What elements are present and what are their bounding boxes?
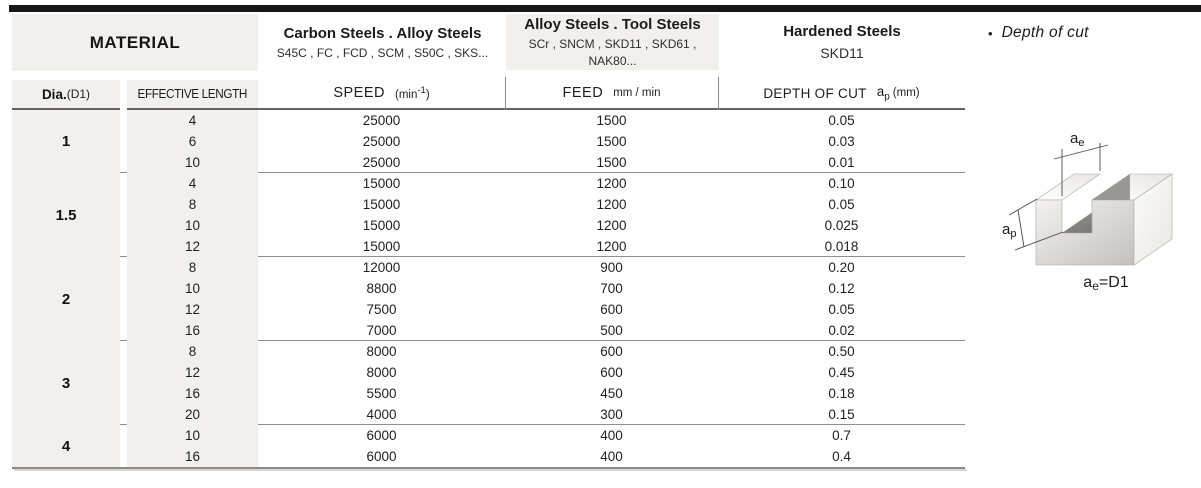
depth-of-cut-note-text: Depth of cut [1001, 24, 1089, 41]
speed-cell: 12000 [362, 260, 401, 275]
feed-label: FEED [562, 85, 604, 101]
depth-cell: 0.025 [824, 218, 859, 233]
column-header-speed [258, 78, 505, 110]
header-divider [505, 77, 506, 110]
depth-of-cut-note [988, 24, 1089, 42]
ae-equals-d1-label: ae=D1 [1083, 274, 1129, 293]
speed-cell: 6000 [366, 449, 397, 464]
carbon-steels-grades: S45C , FC , FCD , SCM , S50C , SKS... [276, 46, 489, 61]
depth-symbol: $a_p$ [876, 83, 890, 103]
dia-label: Dia. [41, 86, 67, 102]
length-cell: 8 [127, 341, 258, 362]
depth-cell: 0.05 [828, 302, 855, 317]
depth-cell: 0.4 [832, 449, 851, 464]
depth-cell: 0.018 [824, 239, 859, 254]
depth-of-cut-diagram [1002, 103, 1201, 298]
length-cell: 10 [127, 152, 258, 173]
ap-dimension-label: $a_p$ [1002, 221, 1017, 240]
feed-cell: 1200 [596, 176, 627, 191]
feed-cell: 1500 [596, 155, 627, 170]
dia-value: 1.5 [12, 173, 120, 257]
length-cell: 8 [127, 194, 258, 215]
feed-cell: 1200 [596, 218, 627, 233]
length-cell: 12 [127, 299, 258, 320]
speed-cell: 8000 [366, 365, 397, 380]
effective-length-label: EFFECTIVE LENGTH [137, 87, 248, 101]
length-cell: 16 [127, 383, 258, 404]
depth-cell: 0.05 [828, 197, 855, 212]
depth-unit: (mm) [892, 87, 920, 99]
dia-value: 4 [12, 425, 120, 467]
material-column-hardened [719, 15, 965, 70]
depth-label: DEPTH OF CUT [763, 85, 867, 101]
dia-value: 3 [12, 341, 120, 425]
column-header-depth-of-cut [718, 78, 965, 110]
dia-value: 2 [12, 257, 120, 341]
length-cell: 8 [127, 257, 258, 278]
depth-cell: 0.18 [828, 386, 855, 401]
depth-cell: 0.50 [828, 344, 855, 359]
table-body [12, 110, 965, 467]
block-top-left-face [1036, 174, 1100, 200]
depth-cell: 0.15 [828, 407, 855, 422]
bullet-icon: • [988, 25, 993, 41]
ae-dimension-label: $a_e$ [1070, 130, 1085, 149]
hardened-steels-title: Hardened Steels [783, 23, 901, 41]
depth-cell: 0.05 [828, 113, 855, 128]
dia-group [12, 257, 965, 341]
speed-cell: 6000 [366, 428, 397, 443]
dia-group [12, 425, 965, 467]
length-cell: 4 [127, 173, 258, 194]
depth-cell: 0.02 [828, 323, 855, 338]
speed-cell: 7500 [366, 302, 397, 317]
length-cell: 6 [127, 131, 258, 152]
speed-cell: 15000 [362, 218, 401, 233]
feed-cell: 300 [600, 407, 623, 422]
feed-cell: 1500 [596, 113, 627, 128]
length-cell: 16 [127, 320, 258, 341]
feed-cell: 600 [600, 365, 623, 380]
speed-cell: 15000 [362, 176, 401, 191]
feed-cell: 450 [600, 386, 623, 401]
hardened-steels-grade: SKD11 [820, 44, 864, 61]
material-column-carbon [260, 15, 505, 70]
dia-group [12, 173, 965, 257]
feed-cell: 1200 [596, 197, 627, 212]
feed-unit: mm / min [613, 87, 661, 99]
depth-cell: 0.20 [828, 260, 855, 275]
depth-cell: 0.45 [828, 365, 855, 380]
feed-cell: 1200 [596, 239, 627, 254]
ap-dimension-line [1018, 210, 1024, 247]
header-divider [718, 77, 719, 110]
feed-cell: 400 [600, 449, 623, 464]
feed-cell: 1500 [596, 134, 627, 149]
depth-cell: 0.03 [828, 134, 855, 149]
column-header-dia [12, 80, 120, 110]
material-header-cell [12, 14, 258, 71]
length-cell: 10 [127, 425, 258, 446]
column-header-effective-length [127, 80, 258, 110]
length-cell: 20 [127, 404, 258, 425]
depth-cell: 0.12 [828, 281, 855, 296]
length-cell: 10 [127, 278, 258, 299]
dia-value: 1 [12, 110, 120, 173]
speed-cell: 15000 [362, 239, 401, 254]
length-cell: 10 [127, 215, 258, 236]
material-label: MATERIAL [89, 32, 181, 52]
dia-group [12, 110, 965, 173]
top-rule [9, 5, 1201, 12]
table-bottom-rule-light [14, 469, 967, 471]
column-header-feed [505, 78, 718, 110]
speed-cell: 25000 [362, 155, 401, 170]
feed-cell: 600 [600, 344, 623, 359]
alloy-steels-grades: SCr , SNCM , SKD11 , SKD61 , NAK80... [528, 37, 697, 69]
speed-cell: 8000 [366, 344, 397, 359]
feed-cell: 600 [600, 302, 623, 317]
feed-cell: 500 [600, 323, 623, 338]
alloy-steels-title: Alloy Steels . Tool Steels [524, 15, 701, 33]
speed-cell: 8800 [366, 281, 397, 296]
dia-group [12, 341, 965, 425]
speed-cell: 15000 [362, 197, 401, 212]
depth-cell: 0.7 [832, 428, 851, 443]
dia-note: (D1) [66, 87, 91, 101]
ap-extension-line [1009, 199, 1037, 215]
depth-cell: 0.10 [828, 176, 855, 191]
speed-cell: 5500 [366, 386, 397, 401]
speed-cell: 25000 [362, 134, 401, 149]
speed-cell: 25000 [362, 113, 401, 128]
depth-cell: 0.01 [828, 155, 855, 170]
speed-cell: 4000 [366, 407, 397, 422]
feed-cell: 400 [600, 428, 623, 443]
length-cell: 4 [127, 110, 258, 131]
speed-label: SPEED [333, 85, 385, 101]
feed-cell: 900 [600, 260, 623, 275]
speed-unit: $(\min^{-1})$ [395, 85, 430, 101]
length-cell: 12 [127, 362, 258, 383]
length-cell: 16 [127, 446, 258, 467]
material-column-alloy [506, 14, 719, 70]
carbon-steels-title: Carbon Steels . Alloy Steels [283, 24, 482, 42]
feed-cell: 700 [600, 281, 623, 296]
length-cell: 12 [127, 236, 258, 257]
speed-cell: 7000 [366, 323, 397, 338]
